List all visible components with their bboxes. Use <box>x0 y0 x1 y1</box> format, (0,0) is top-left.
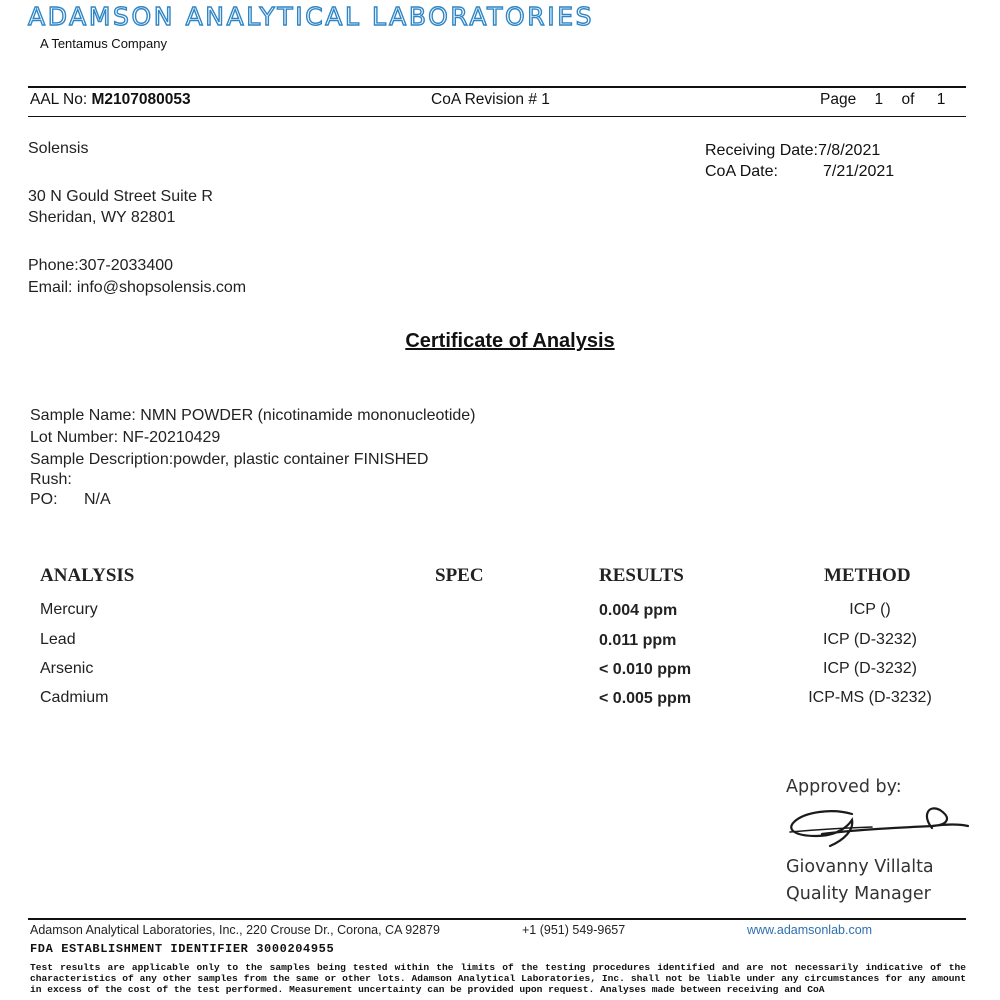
method-cell: ICP (D-3232) <box>823 631 917 648</box>
aal-label: AAL No: <box>30 91 88 108</box>
column-header-method: METHOD <box>824 565 911 586</box>
rush-field: Rush: <box>30 471 72 488</box>
method-cell: ICP (D-3232) <box>823 660 917 677</box>
page-title: Certificate of Analysis <box>405 330 615 352</box>
client-email: Email: info@shopsolensis.com <box>28 279 247 296</box>
footer-phone: +1 (951) 549-9657 <box>522 923 626 937</box>
page-label: Page <box>820 91 857 108</box>
sample-name: Sample Name: NMN POWDER (nicotinamide mononucleotide) <box>30 407 476 424</box>
sample-info <box>30 405 476 511</box>
analysis-cell: Arsenic <box>40 660 94 677</box>
page-of: of <box>901 91 915 108</box>
page-total: 1 <box>936 91 946 108</box>
analysis-cell: Mercury <box>40 601 98 618</box>
lot-number: Lot Number: NF-20210429 <box>30 429 221 446</box>
column-header-spec: SPEC <box>435 565 484 586</box>
column-header-results: RESULTS <box>599 565 684 586</box>
method-cell: ICP () <box>849 601 891 618</box>
po-value: N/A <box>84 491 111 508</box>
client-name: Solensis <box>28 140 89 157</box>
client-address-line2: Sheridan, WY 82801 <box>28 209 176 226</box>
disclaimer-text: Test results are applicable only to the samples being tested within the limits of the testing procedures identified and are not necessarily indicative of the characteristics of any other samples from the same or other lots. Adamson Analytical Laboratories, Inc. shall not be liable under any circumstances for any amount in excess of the cost of the test performed. Measurement uncertainty can be provided upon request. Analyses made between receiving and CoA <box>30 962 966 995</box>
result-cell: 0.004 ppm <box>599 602 678 619</box>
signature-image <box>782 800 972 850</box>
coa-revision: CoA Revision # 1 <box>431 91 550 108</box>
page-indicator <box>820 91 945 109</box>
result-cell: 0.011 ppm <box>599 632 677 649</box>
approver-role: Quality Manager <box>786 884 931 904</box>
footer-address: Adamson Analytical Laboratories, Inc., 220 Crouse Dr., Corona, CA 92879 <box>30 923 440 937</box>
analysis-cell: Cadmium <box>40 689 109 706</box>
po-label: PO: <box>30 491 58 508</box>
approved-by-label: Approved by: <box>786 777 902 797</box>
receiving-date-label: Receiving Date: <box>705 142 818 159</box>
header-rule-bottom <box>28 116 966 117</box>
fda-identifier: FDA ESTABLISHMENT IDENTIFIER 3000204955 <box>30 942 335 956</box>
column-header-analysis: ANALYSIS <box>40 565 135 586</box>
footer-rule <box>28 918 966 920</box>
sample-description: Sample Description:powder, plastic container FINISHED <box>30 451 429 468</box>
aal-number: M2107080053 <box>91 91 191 108</box>
po-field <box>30 489 476 511</box>
coa-date-value: 7/21/2021 <box>823 163 895 180</box>
aal-number-field <box>30 91 191 109</box>
coa-date-label: CoA Date: <box>705 163 778 180</box>
result-cell: < 0.010 ppm <box>599 661 692 678</box>
method-cell: ICP-MS (D-3232) <box>808 689 932 706</box>
footer-website-link[interactable]: www.adamsonlab.com <box>747 923 873 937</box>
analysis-cell: Lead <box>40 631 76 648</box>
receiving-date-value: 7/8/2021 <box>817 142 881 159</box>
approver-name: Giovanny Villalta <box>786 857 934 877</box>
client-phone: Phone:307-2033400 <box>28 257 174 274</box>
tagline: A Tentamus Company <box>40 36 167 51</box>
client-address-line1: 30 N Gould Street Suite R <box>28 188 213 205</box>
page-current: 1 <box>874 91 884 108</box>
lab-name: ADAMSON ANALYTICAL LABORATORIES <box>28 2 595 31</box>
result-cell: < 0.005 ppm <box>599 690 692 707</box>
dates-block <box>705 140 894 182</box>
header-rule-top <box>28 86 966 88</box>
